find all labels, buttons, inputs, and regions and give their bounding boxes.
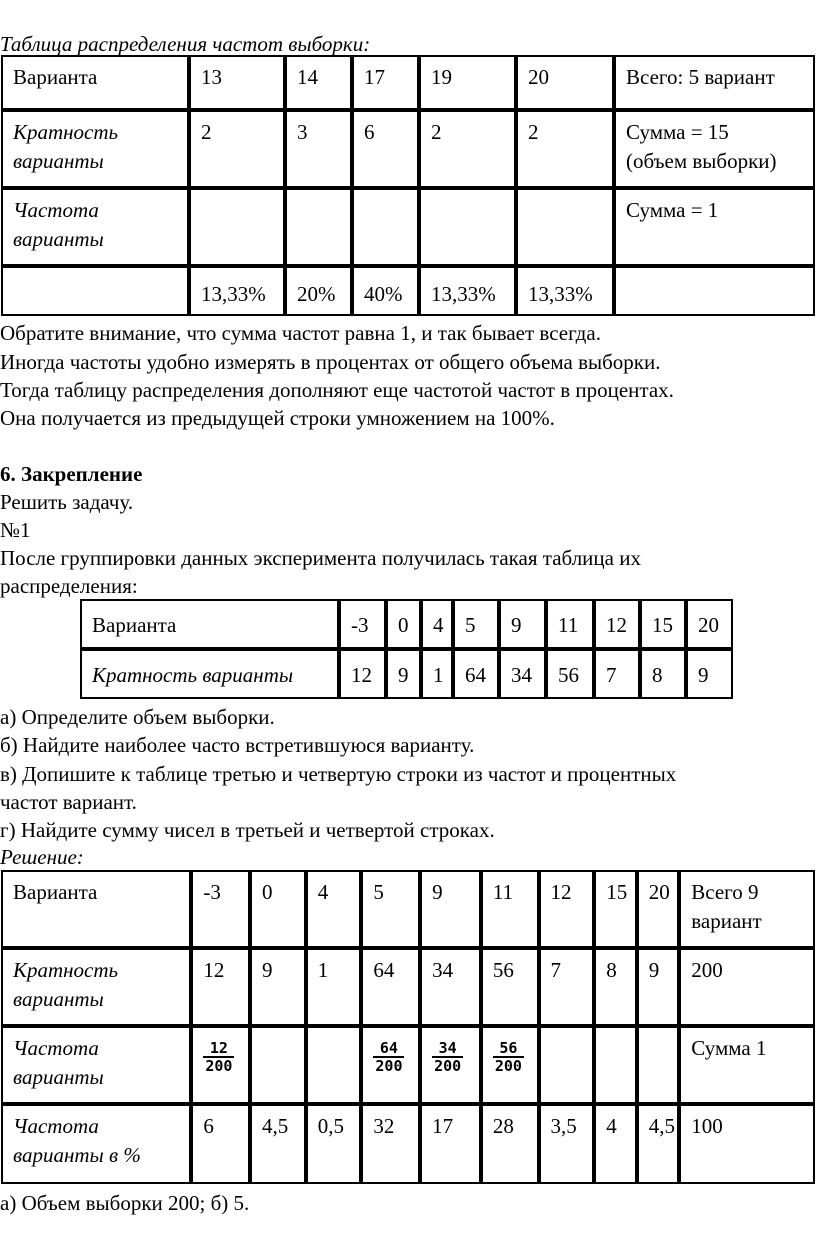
question-line: б) Найдите наиболее часто встретившуюся варианту.	[0, 733, 475, 757]
t3-cell	[481, 1026, 539, 1104]
t1-cell: 13,33%	[189, 266, 285, 316]
t1-cell: 40%	[352, 266, 419, 316]
t3-cell: 3,5	[539, 1104, 595, 1184]
fraction-image: $\frac{12}{200}$	[205, 1039, 233, 1075]
solution-label: Решение:	[0, 845, 84, 869]
t3-cell	[420, 1026, 481, 1104]
t3-header-cell: 12	[539, 870, 595, 948]
t1-total-cell: Сумма = 1	[614, 188, 815, 266]
t3-cell	[250, 1026, 306, 1104]
t1-header-cell: 14	[285, 55, 352, 110]
t2-header-cell: 0	[386, 599, 421, 649]
t3-header-cell: 5	[361, 870, 420, 948]
t3-header-cell: 15	[594, 870, 637, 948]
t1-cell: 13,33%	[419, 266, 516, 316]
task-text: После группировки данных эксперимента получилась такая таблица их	[0, 546, 641, 570]
t3-cell: 56	[481, 948, 539, 1026]
t3-cell: 7	[539, 948, 595, 1026]
paragraph-line: Обратите внимание, что сумма частот равна 1, и так бывает всегда.	[0, 321, 601, 345]
t2-cell: 64	[453, 649, 499, 699]
t1-cell: 2	[419, 110, 516, 188]
t2-cell: 12	[339, 649, 386, 699]
t1-header-cell: 17	[352, 55, 419, 110]
t3-cell: 6	[191, 1104, 250, 1184]
t2-cell: 34	[499, 649, 546, 699]
paragraph-line: Тогда таблицу распределения дополняют еще частотой частот в процентах.	[0, 378, 674, 402]
t3-header-cell: 11	[481, 870, 539, 948]
task-text: распределения:	[0, 574, 138, 598]
t3-cell: 32	[361, 1104, 420, 1184]
fraction-image: $\frac{64}{200}$	[375, 1039, 403, 1075]
t3-header-cell: 0	[250, 870, 306, 948]
table1-caption: Таблица распределения частот выборки:	[0, 32, 371, 56]
t3-total-cell: 200	[679, 948, 815, 1026]
t2-header-cell: -3	[339, 599, 386, 649]
t2-cell: 1	[421, 649, 453, 699]
t2-cell: 9	[386, 649, 421, 699]
fraction-image: $\frac{34}{200}$	[434, 1039, 462, 1075]
t1-cell	[614, 266, 815, 316]
t3-cell: 9	[637, 948, 680, 1026]
t2-header-cell: 4	[421, 599, 453, 649]
t3-header-cell: 9	[420, 870, 481, 948]
t3-cell	[361, 1026, 420, 1104]
t3-cell: 4	[594, 1104, 637, 1184]
t1-cell	[516, 188, 614, 266]
solution-table-3	[1, 870, 815, 1184]
t1-cell: 3	[285, 110, 352, 188]
t3-cell	[594, 1026, 637, 1104]
t3-total-cell: Сумма 1	[679, 1026, 815, 1104]
t3-header-cell: 4	[306, 870, 362, 948]
t1-row-label	[1, 266, 189, 316]
t3-cell	[191, 1026, 250, 1104]
t3-cell: 1	[306, 948, 362, 1026]
t3-total-cell: Всего 9 вариант	[679, 870, 815, 948]
t3-cell	[306, 1026, 362, 1104]
t2-cell: 9	[686, 649, 733, 699]
t3-cell: 64	[361, 948, 420, 1026]
t2-row-label: Кратность варианты	[80, 649, 339, 699]
t1-cell	[352, 188, 419, 266]
t3-header-cell: 20	[637, 870, 680, 948]
t2-header-cell: 20	[686, 599, 733, 649]
t3-cell: 4,5	[637, 1104, 680, 1184]
data-table-2	[80, 599, 733, 699]
t3-cell: 17	[420, 1104, 481, 1184]
t3-cell: 28	[481, 1104, 539, 1184]
t1-total-cell: Сумма = 15 (объем выборки)	[614, 110, 815, 188]
t3-header-cell: -3	[191, 870, 250, 948]
t3-total-cell: 100	[679, 1104, 815, 1184]
answer-line: а) Объем выборки 200; б) 5.	[0, 1191, 250, 1215]
t2-cell: 56	[546, 649, 594, 699]
t1-row-label: Частота варианты	[1, 188, 189, 266]
t3-row-label: Частота варианты в %	[1, 1104, 191, 1184]
t1-cell: 2	[189, 110, 285, 188]
t1-row-label: Кратность варианты	[1, 110, 189, 188]
t1-cell	[189, 188, 285, 266]
t3-cell: 0,5	[306, 1104, 362, 1184]
t1-cell: 20%	[285, 266, 352, 316]
question-line: в) Допишите к таблице третью и четвертую строки из частот и процентных	[0, 762, 677, 786]
question-line: а) Определите объем выборки.	[0, 705, 275, 729]
t1-header-cell: 13	[189, 55, 285, 110]
t1-cell: 2	[516, 110, 614, 188]
t1-header-cell: Варианта	[1, 55, 189, 110]
t2-header-cell: 12	[594, 599, 640, 649]
t1-header-cell: 20	[516, 55, 614, 110]
t3-cell	[637, 1026, 680, 1104]
t2-header-cell: 5	[453, 599, 499, 649]
t1-header-cell: Всего: 5 вариант	[614, 55, 815, 110]
t1-header-cell: 19	[419, 55, 516, 110]
t1-cell	[285, 188, 352, 266]
task-number: №1	[0, 518, 31, 542]
t3-row-label: Кратность варианты	[1, 948, 191, 1026]
question-line: частот вариант.	[0, 790, 137, 814]
t2-cell: 8	[640, 649, 686, 699]
t3-cell	[539, 1026, 595, 1104]
t3-cell: 34	[420, 948, 481, 1026]
question-line: г) Найдите сумму чисел в третьей и четвертой строках.	[0, 818, 495, 842]
t2-header-cell: 15	[640, 599, 686, 649]
t1-cell: 6	[352, 110, 419, 188]
t2-cell: 7	[594, 649, 640, 699]
task-intro: Решить задачу.	[0, 490, 134, 514]
t3-row-label: Частота варианты	[1, 1026, 191, 1104]
t2-header-cell: Варианта	[80, 599, 339, 649]
paragraph-line: Иногда частоты удобно измерять в процентах от общего объема выборки.	[0, 350, 661, 374]
section-heading: 6. Закрепление	[0, 462, 143, 486]
t3-cell: 4,5	[250, 1104, 306, 1184]
t3-cell: 9	[250, 948, 306, 1026]
t3-header-cell: Варианта	[1, 870, 191, 948]
t3-cell: 12	[191, 948, 250, 1026]
t3-cell: 8	[594, 948, 637, 1026]
t2-header-cell: 9	[499, 599, 546, 649]
t1-cell	[419, 188, 516, 266]
fraction-image: $\frac{56}{200}$	[494, 1039, 522, 1075]
t2-header-cell: 11	[546, 599, 594, 649]
frequency-table-1	[1, 55, 815, 316]
t1-cell: 13,33%	[516, 266, 614, 316]
paragraph-line: Она получается из предыдущей строки умножением на 100%.	[0, 406, 555, 430]
